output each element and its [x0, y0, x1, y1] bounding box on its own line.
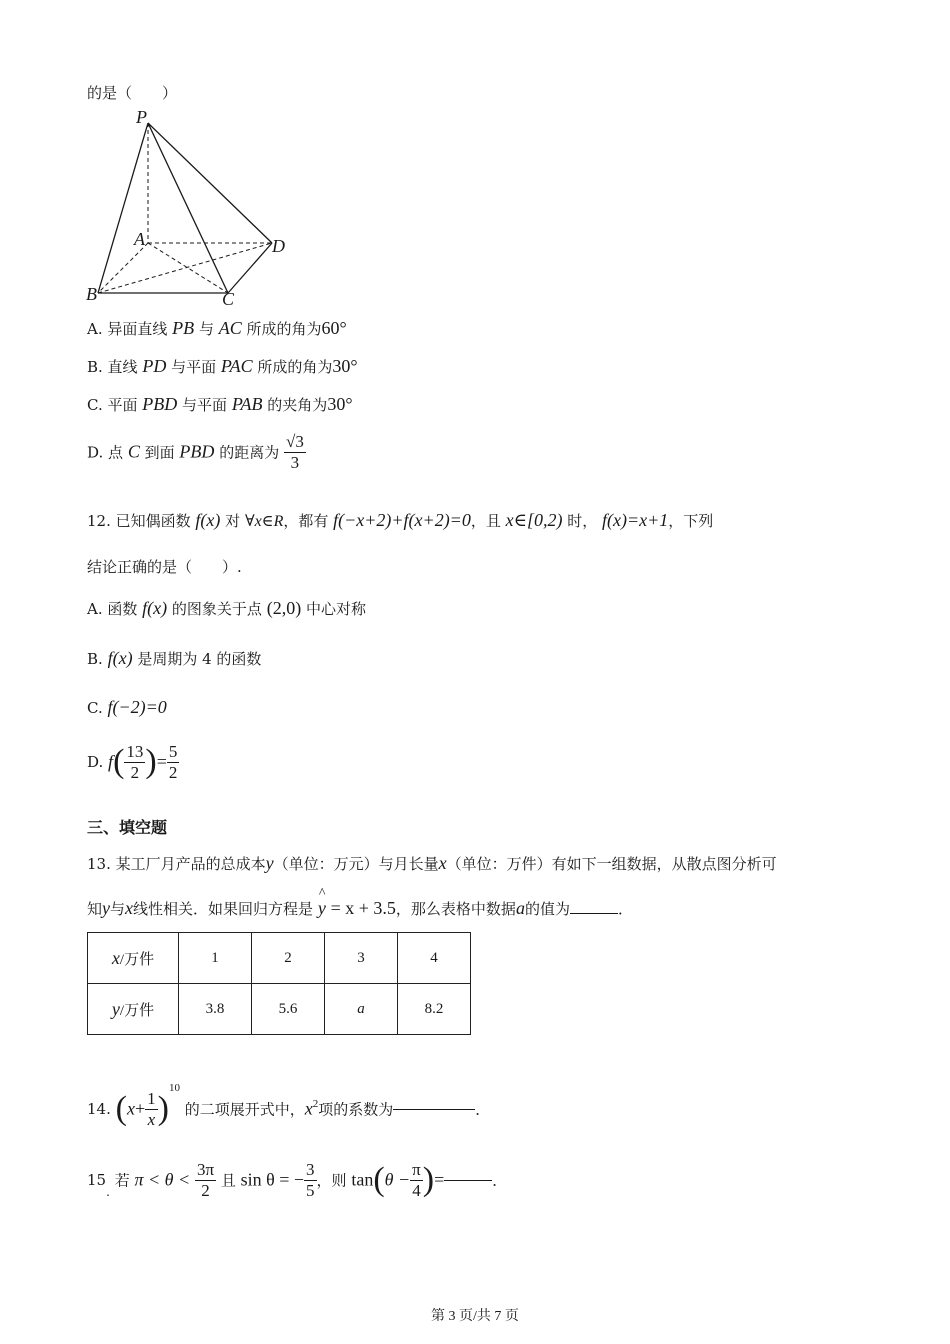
q13-line2: 知y与x线性相关．如果回归方程是 ^ y = x + 3.5，那么表格中数据a的值为 ． — [87, 898, 633, 919]
table-cell: 5.6 — [252, 984, 325, 1035]
table-row — [88, 984, 471, 1035]
q11-d-m2: PBD — [179, 441, 215, 462]
table-row — [88, 933, 471, 984]
q12-option-c: C. f(−2)=0 — [87, 697, 167, 717]
page-footer: 第 3 页/共 7 页 — [431, 1309, 519, 1324]
table-cell: 1 — [179, 933, 252, 984]
q11-d-mid: 到面 — [144, 443, 175, 462]
q11-c-prefix: C. 平面 — [87, 396, 138, 414]
edge-cd — [228, 243, 272, 293]
q12-stem-line1: 12. 已知偶函数 f(x) 对 ∀x∈R，都有 f(−x+2)+f(x+2)=0，且 x∈[0,2) 时， f(x)=x+1，下列 — [87, 510, 714, 530]
q11-b-m2: PAC — [220, 356, 253, 376]
q11-b-prefix: B. 直线 — [87, 358, 138, 376]
q13-regression-rhs: = x + 3.5 — [330, 898, 396, 918]
q11-b-m1: PD — [142, 356, 167, 376]
q11-option-a — [87, 318, 347, 339]
q11-d-prefix: D. 点 — [87, 443, 124, 462]
label-p: P — [136, 107, 147, 127]
label-c: C — [222, 289, 235, 309]
table-cell: 2 — [252, 933, 325, 984]
q14-exponent: 10 — [168, 1082, 180, 1094]
table-cell: 3.8 — [179, 984, 252, 1035]
q11-option-d — [87, 432, 306, 472]
q14: 14. (x+ $\frac{1}{x}$ )$^{10}$ 的二项展开式中，$x^2$项的系数为 ． — [87, 1082, 491, 1129]
q12-fx: f(x) — [195, 510, 221, 530]
q11-c-m2: PAB — [231, 394, 263, 414]
table-cell: a — [325, 984, 398, 1035]
q13-regression-y-hat: ^ y — [318, 898, 326, 919]
edge-pd — [148, 123, 272, 243]
q11-b-suffix: 所成的角为 — [257, 358, 333, 376]
label-a: A — [134, 229, 145, 249]
q11-option-b — [87, 356, 358, 377]
q12-option-a: A. 函数 f(x) 的图象关于点 (2,0) 中心对称 — [87, 598, 367, 618]
q11-c-m1: PBD — [142, 394, 178, 414]
q12-point: (2,0) — [266, 598, 302, 618]
q11-b-mid: 与平面 — [171, 358, 217, 376]
q11-a-mid: 与 — [198, 320, 214, 338]
q11-d-m1: C — [127, 441, 140, 462]
table-cell: 4 — [398, 933, 471, 984]
table-cell: 3 — [325, 933, 398, 984]
table-header-y: y/万件 — [88, 984, 179, 1035]
q14-answer-blank[interactable] — [393, 1109, 475, 1110]
q11-a-val: 60° — [321, 318, 347, 338]
q11-c-val: 30° — [327, 394, 353, 414]
q11-b-val: 30° — [332, 356, 358, 376]
q12-stem-line2: 结论正确的是（ ）. — [87, 558, 242, 576]
q11-d-fraction: $\frac{√3}{3}$ — [285, 432, 304, 472]
q11-stem-tail: 的是（ ） — [87, 84, 178, 102]
q11-a-m2: AC — [218, 318, 242, 338]
q12-option-d: D. f( $\frac{13}{2}$ )= $\frac{5}{2}$ — [87, 742, 178, 782]
section-title: 三、填空题 — [87, 818, 168, 837]
q11-option-c — [87, 394, 353, 415]
q12-eq1: f(−x+2)+f(x+2)=0 — [333, 510, 471, 530]
pyramid-figure — [80, 105, 300, 310]
q15-answer-blank[interactable] — [444, 1180, 492, 1181]
q11-a-prefix: A. 异面直线 — [87, 320, 168, 338]
label-b: B — [86, 284, 97, 304]
q13-data-table — [87, 932, 471, 1035]
q11-a-m1: PB — [172, 318, 195, 338]
q11-d-suffix: 的距离为 — [219, 443, 280, 462]
q13-answer-blank[interactable] — [570, 913, 618, 914]
q12-forall: ∀x∈R — [244, 513, 284, 530]
table-header-x: x/万件 — [88, 933, 179, 984]
q12-cond: x∈[0,2) — [505, 510, 563, 530]
q11-a-suffix: 所成的角为 — [246, 320, 322, 338]
diag-bd — [98, 243, 272, 293]
q13-line1: 13. 某工厂月产品的总成本y（单位：万元）与月长量x（单位：万件）有如下一组数据，从散点图分析可 — [87, 853, 777, 873]
q12-option-b: B. f(x) 是周期为 4 的函数 — [87, 648, 262, 668]
label-d: D — [272, 236, 285, 256]
q11-c-mid: 与平面 — [182, 396, 228, 414]
q12-eq2: f(x)=x+1 — [602, 510, 669, 530]
table-cell: 8.2 — [398, 984, 471, 1035]
q11-c-suffix: 的夹角为 — [267, 396, 328, 414]
q15: $15_.$ 若 π < θ < $\frac{3\pi}{2}$ 且 sin θ = − $\frac{3}{5}$ ，则 tan(θ − $\frac{\pi}{4}$ )= ． — [87, 1160, 508, 1200]
